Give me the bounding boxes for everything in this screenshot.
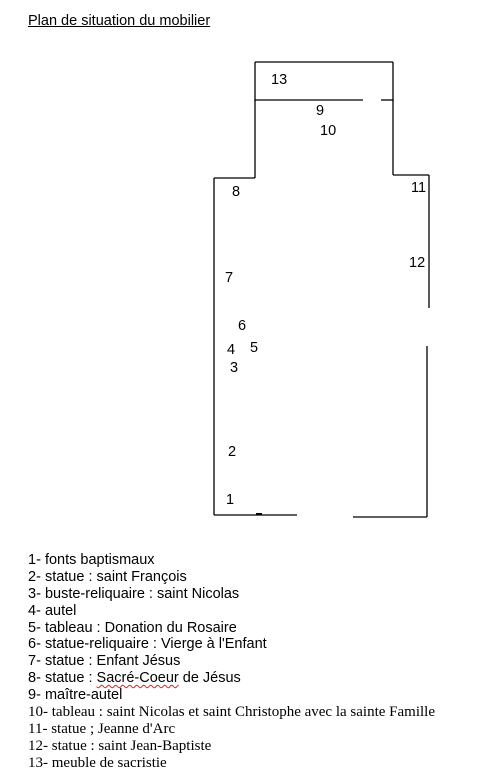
plan-label-9: 9 [316, 103, 325, 119]
legend-item [28, 738, 478, 755]
legend-item-number: 8- [28, 670, 41, 687]
legend [28, 552, 478, 772]
plan-label-12: 12 [409, 255, 426, 271]
spellcheck-marked-word: Sacré-Coeur [96, 670, 179, 687]
legend-item-number: 6- [28, 636, 41, 653]
legend-item [28, 755, 478, 772]
legend-item-text: statue : Enfant Jésus [44, 653, 181, 670]
legend-item-text: tableau : saint Nicolas et saint Christophe avec la sainte Famille [51, 704, 435, 721]
legend-item-text: tableau : Donation du Rosaire [44, 619, 237, 636]
legend-item-number: 1- [28, 552, 41, 568]
legend-item-number: 13- [28, 754, 48, 771]
plan-label-4: 4 [227, 342, 236, 358]
legend-item-text: statue ; Jeanne d'Arc [51, 720, 176, 737]
plan-label-10: 10 [320, 123, 337, 139]
legend-item [28, 704, 478, 721]
legend-item [28, 620, 478, 637]
legend-item-text: statue-reliquaire : Vierge à l'Enfant [44, 636, 267, 653]
plan-label-13: 13 [271, 72, 288, 88]
legend-item-number: 9- [28, 687, 41, 704]
legend-item-text-suffix: de Jésus [178, 670, 241, 687]
plan-label-11: 11 [411, 180, 427, 196]
plan-label-8: 8 [232, 184, 241, 200]
plan-label-1: 1 [226, 492, 235, 508]
legend-item [28, 670, 478, 687]
legend-item-number: 4- [28, 602, 41, 619]
legend-item [28, 687, 478, 704]
legend-item-text: meuble de sacristie [51, 754, 167, 771]
legend-item-number: 3- [28, 585, 41, 602]
legend-item-text: fonts baptismaux [44, 552, 155, 568]
legend-item [28, 653, 478, 670]
plan-label-7: 7 [225, 270, 234, 286]
plan-label-3: 3 [230, 360, 239, 376]
legend-item [28, 586, 478, 603]
legend-item-number: 7- [28, 653, 41, 670]
plan-label-2: 2 [228, 444, 237, 460]
legend-item [28, 552, 478, 569]
legend-item-number: 11- [28, 720, 48, 737]
legend-item-number: 5- [28, 619, 41, 636]
plan-title: Plan de situation du mobilier [28, 13, 211, 29]
legend-item [28, 721, 478, 738]
legend-item-text: statue : saint François [44, 568, 187, 585]
legend-item-text: buste-reliquaire : saint Nicolas [44, 585, 240, 602]
legend-item [28, 603, 478, 620]
plan-label-5: 5 [250, 340, 259, 356]
legend-item [28, 569, 478, 586]
legend-item-text: statue : saint Jean-Baptiste [51, 737, 212, 754]
legend-item-text-prefix: statue : [44, 670, 97, 687]
legend-item [28, 636, 478, 653]
legend-item-text: autel [44, 602, 77, 619]
legend-item-number: 2- [28, 568, 41, 585]
entrance-mark [256, 513, 262, 515]
legend-item-text: maître-autel [44, 687, 123, 704]
legend-item-number: 12- [28, 737, 48, 754]
legend-item-number: 10- [28, 704, 48, 721]
plan-label-6: 6 [238, 318, 247, 334]
